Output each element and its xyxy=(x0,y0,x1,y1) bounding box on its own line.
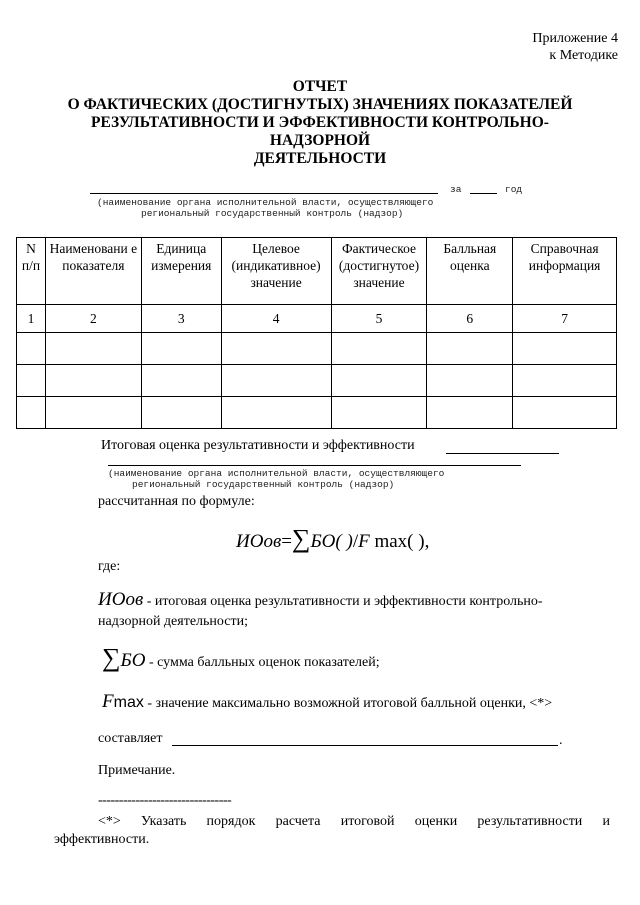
empty-cell[interactable] xyxy=(427,397,513,429)
definition-bo-symbol: БО xyxy=(120,650,146,671)
empty-cell[interactable] xyxy=(45,333,141,365)
empty-cell[interactable] xyxy=(221,397,331,429)
number-cell: 1 xyxy=(17,305,46,333)
table-row xyxy=(17,397,617,429)
definition-iooov-symbol: ИОов xyxy=(98,589,144,610)
formula-lhs: ИОов xyxy=(236,531,282,552)
definition-max-symbol: max xyxy=(113,694,144,711)
formula-f: F xyxy=(358,531,370,552)
definition-iooov-text-2: надзорной деятельности; xyxy=(98,614,248,629)
empty-cell[interactable] xyxy=(141,397,221,429)
definition-iooov-text: - итоговая оценка результативности и эффективности контрольно- xyxy=(146,594,543,609)
year-field[interactable] xyxy=(470,193,497,194)
indicators-table xyxy=(16,237,617,429)
number-cell: 4 xyxy=(221,305,331,333)
empty-cell[interactable] xyxy=(17,333,46,365)
number-cell: 5 xyxy=(331,305,427,333)
definition-sum-bo-text: - сумма балльных оценок показателей; xyxy=(148,655,380,670)
appendix-reference xyxy=(532,30,618,64)
formula-max: max( ), xyxy=(374,531,430,552)
summary-caption-line-1: (наименование органа исполнительной власти, осуществляющего xyxy=(108,468,445,479)
title-line-1: ОТЧЕТ xyxy=(292,78,348,95)
summary-label: Итоговая оценка результативности и эффективности xyxy=(101,438,415,453)
empty-cell[interactable] xyxy=(331,365,427,397)
definition-fmax xyxy=(102,693,552,713)
title-line-4: НАДЗОРНОЙ xyxy=(269,132,371,149)
number-cell: 7 xyxy=(513,305,617,333)
empty-cell[interactable] xyxy=(513,397,617,429)
title-line-2: О ФАКТИЧЕСКИХ (ДОСТИГНУТЫХ) ЗНАЧЕНИЯХ ПОКАЗАТЕЛЕЙ xyxy=(67,96,573,113)
header-cell: Целевое (индикативное) значение xyxy=(221,238,331,305)
empty-cell[interactable] xyxy=(513,365,617,397)
table-number-row xyxy=(17,305,617,333)
za-label: за xyxy=(450,184,462,195)
empty-cell[interactable] xyxy=(141,333,221,365)
footnote-line-1: <*> Указать порядок расчета итоговой оценки результативности и xyxy=(98,814,610,829)
header-cell: Справочная информация xyxy=(513,238,617,305)
empty-cell[interactable] xyxy=(17,397,46,429)
number-cell: 2 xyxy=(45,305,141,333)
organ-name-field[interactable] xyxy=(90,193,438,194)
number-cell: 3 xyxy=(141,305,221,333)
title-line-3: РЕЗУЛЬТАТИВНОСТИ И ЭФФЕКТИВНОСТИ КОНТРОЛЬНО- xyxy=(91,114,549,131)
empty-cell[interactable] xyxy=(17,365,46,397)
formula-equals: = xyxy=(281,531,292,552)
definition-iooov xyxy=(98,591,618,611)
sostavlyaet-period: . xyxy=(559,733,563,748)
empty-cell[interactable] xyxy=(513,333,617,365)
empty-cell[interactable] xyxy=(331,333,427,365)
header-cell: Единица измерения xyxy=(141,238,221,305)
where-label: где: xyxy=(98,559,121,574)
empty-cell[interactable] xyxy=(45,397,141,429)
sum-icon: ∑ xyxy=(102,643,121,672)
header-cell: Балльная оценка xyxy=(427,238,513,305)
summary-value-field[interactable] xyxy=(446,453,559,454)
footnote-line-2: эффективности. xyxy=(54,832,150,847)
empty-cell[interactable] xyxy=(45,365,141,397)
organ-caption-line-1: (наименование органа исполнительной власти, осуществляющего xyxy=(97,197,434,208)
definition-f-symbol: F xyxy=(102,691,114,712)
empty-cell[interactable] xyxy=(427,333,513,365)
title-line-5: ДЕЯТЕЛЬНОСТИ xyxy=(253,150,387,167)
sum-icon: ∑ xyxy=(291,524,311,553)
god-label: год xyxy=(505,184,523,195)
number-cell: 6 xyxy=(427,305,513,333)
table-row xyxy=(17,333,617,365)
table-row xyxy=(17,365,617,397)
organ-caption-line-2: региональный государственный контроль (надзор) xyxy=(141,208,404,219)
table-header-row xyxy=(17,238,617,305)
definition-fmax-text: - значение максимально возможной итоговой балльной оценки, <*> xyxy=(147,696,553,711)
header-cell: Фактическое (достигнутое) значение xyxy=(331,238,427,305)
empty-cell[interactable] xyxy=(331,397,427,429)
header-cell: Наименовани е показателя xyxy=(45,238,141,305)
appendix-line-1: Приложение 4 xyxy=(532,31,618,46)
note-divider: -------------------------------- xyxy=(98,793,232,808)
empty-cell[interactable] xyxy=(427,365,513,397)
summary-caption-line-2: региональный государственный контроль (надзор) xyxy=(132,479,395,490)
formula xyxy=(236,526,429,556)
note-label: Примечание. xyxy=(98,763,176,778)
appendix-line-2: к Методике xyxy=(549,48,618,63)
formula-bo: БО( ) xyxy=(310,531,353,552)
definition-sum-bo xyxy=(102,645,380,672)
report-title xyxy=(0,78,640,168)
empty-cell[interactable] xyxy=(141,365,221,397)
sostavlyaet-label: составляет xyxy=(98,731,163,746)
summary-organ-field[interactable] xyxy=(108,465,521,466)
empty-cell[interactable] xyxy=(221,365,331,397)
formula-intro: рассчитанная по формуле: xyxy=(98,494,255,509)
formula-divide: / xyxy=(352,531,359,552)
sostavlyaet-field[interactable] xyxy=(172,745,558,746)
empty-cell[interactable] xyxy=(221,333,331,365)
header-cell: N п/п xyxy=(17,238,46,305)
